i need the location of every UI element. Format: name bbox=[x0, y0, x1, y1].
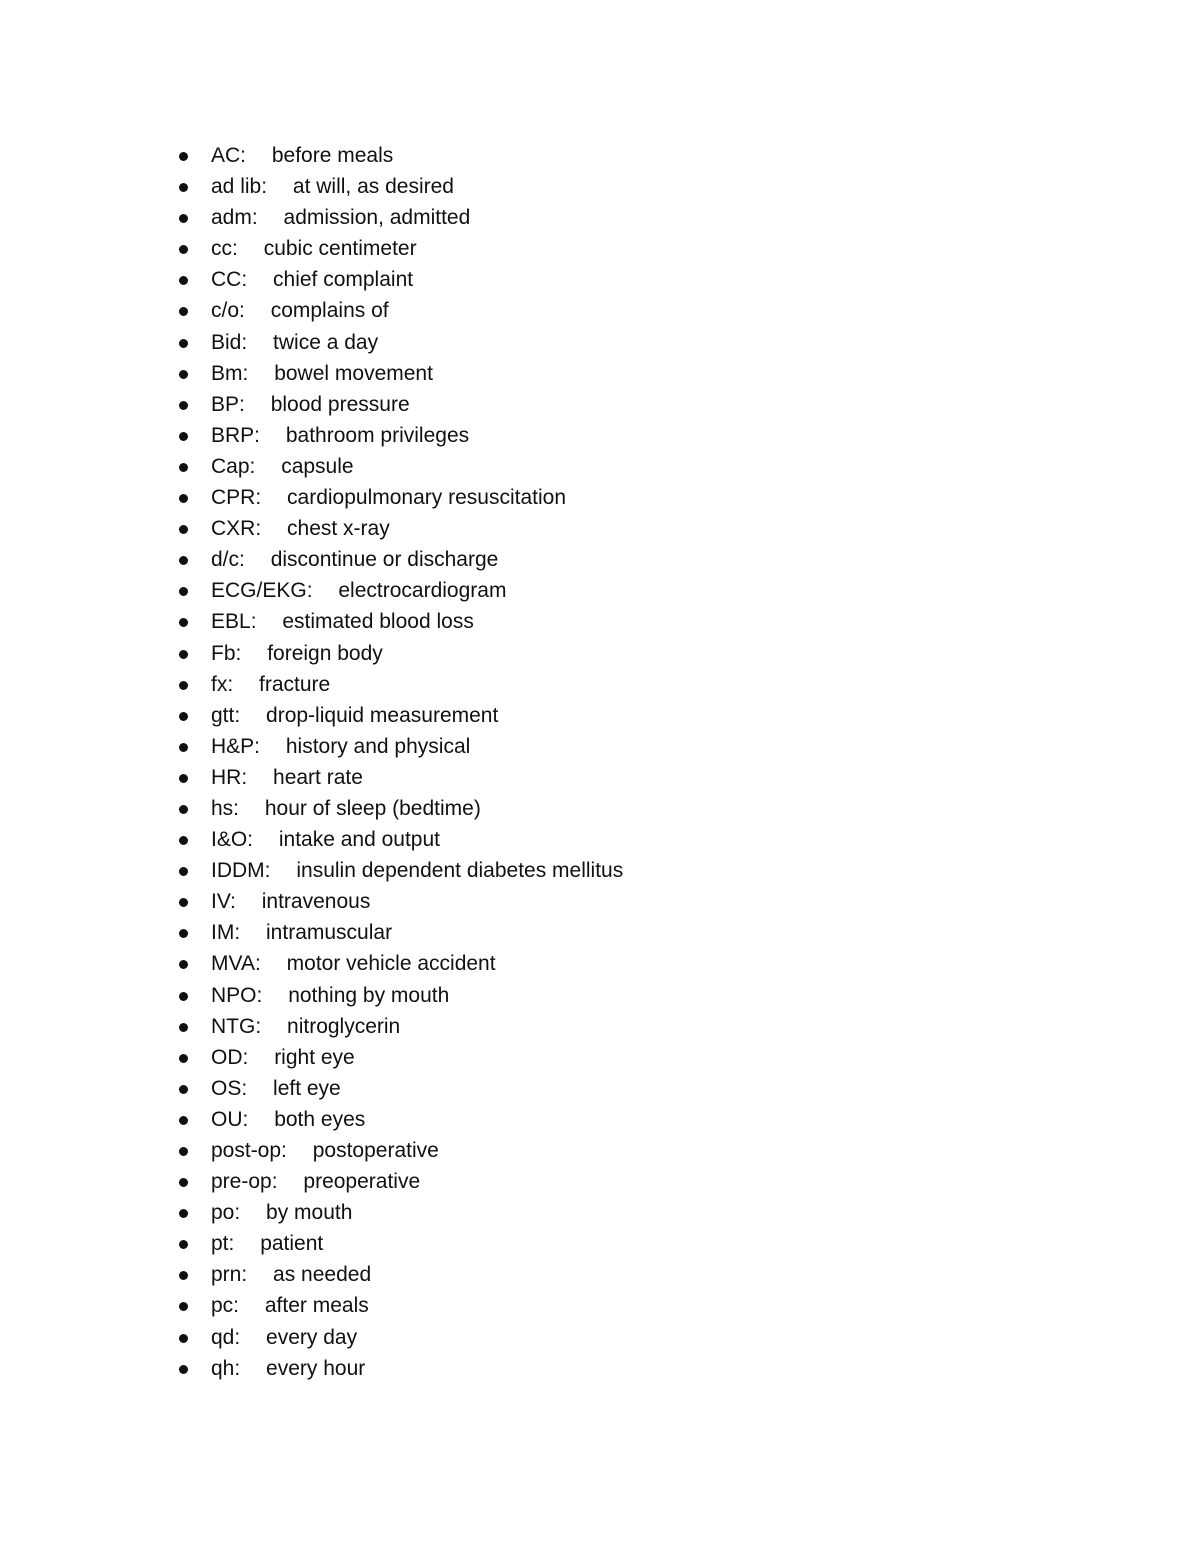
abbreviation-definition: after meals bbox=[264, 1294, 369, 1318]
abbreviation-term: AC: bbox=[211, 144, 247, 167]
list-item bbox=[176, 948, 623, 979]
abbreviation-term: HR: bbox=[211, 765, 248, 789]
list-item bbox=[176, 1197, 623, 1228]
list-item bbox=[176, 793, 623, 824]
abbreviation-term: EBL: bbox=[211, 610, 257, 634]
bullet-icon bbox=[179, 681, 188, 690]
list-item bbox=[176, 389, 623, 420]
bullet-icon bbox=[179, 712, 188, 721]
abbreviation-term: qd: bbox=[211, 1325, 241, 1349]
bullet-icon bbox=[179, 276, 188, 285]
abbreviation-definition: cardiopulmonary resuscitation bbox=[287, 486, 566, 510]
abbreviation-term: IV: bbox=[211, 890, 236, 914]
list-item bbox=[176, 1290, 623, 1321]
bullet-icon bbox=[179, 1209, 188, 1218]
abbreviation-term: NPO: bbox=[211, 983, 263, 1007]
bullet-icon bbox=[179, 432, 188, 441]
abbreviation-definition: nothing by mouth bbox=[288, 983, 450, 1007]
bullet-icon bbox=[179, 1116, 188, 1125]
list-item bbox=[176, 544, 623, 575]
abbreviation-term: pre-op: bbox=[211, 1170, 278, 1194]
abbreviation-term: prn: bbox=[211, 1263, 248, 1287]
abbreviation-term: Bm: bbox=[211, 361, 249, 385]
abbreviation-definition: every hour bbox=[266, 1356, 366, 1380]
abbreviation-definition: foreign body bbox=[267, 641, 383, 665]
abbreviation-term: IM: bbox=[211, 921, 241, 945]
abbreviation-term: pt: bbox=[211, 1232, 235, 1256]
abbreviation-definition: estimated blood loss bbox=[282, 610, 474, 634]
abbreviation-definition: as needed bbox=[273, 1263, 372, 1287]
abbreviation-term: CXR: bbox=[211, 517, 262, 541]
bullet-icon bbox=[179, 587, 188, 596]
abbreviation-term: adm: bbox=[211, 206, 258, 230]
list-item bbox=[176, 420, 623, 451]
abbreviation-term: d/c: bbox=[211, 548, 245, 572]
bullet-icon bbox=[179, 339, 188, 348]
abbreviation-term: BRP: bbox=[211, 423, 261, 447]
bullet-icon bbox=[179, 618, 188, 627]
bullet-icon bbox=[179, 183, 188, 192]
list-item bbox=[176, 638, 623, 669]
list-item bbox=[176, 264, 623, 295]
abbreviation-definition: complains of bbox=[270, 299, 389, 323]
bullet-icon bbox=[179, 1271, 188, 1280]
abbreviation-term: ad lib: bbox=[211, 175, 268, 199]
list-item bbox=[176, 917, 623, 948]
list-item bbox=[176, 980, 623, 1011]
abbreviation-term: MVA: bbox=[211, 952, 261, 976]
abbreviation-definition: twice a day bbox=[273, 330, 379, 354]
abbreviation-definition: electrocardiogram bbox=[338, 579, 507, 603]
abbreviation-term: CPR: bbox=[211, 486, 262, 510]
bullet-icon bbox=[179, 556, 188, 565]
list-item bbox=[176, 731, 623, 762]
abbreviation-definition: both eyes bbox=[274, 1107, 366, 1131]
list-item bbox=[176, 451, 623, 482]
abbreviation-definition: bathroom privileges bbox=[285, 423, 470, 447]
bullet-icon bbox=[179, 960, 188, 969]
abbreviation-definition: bowel movement bbox=[274, 361, 433, 385]
list-item bbox=[176, 1042, 623, 1073]
abbreviation-definition: capsule bbox=[281, 454, 354, 478]
list-item bbox=[176, 1104, 623, 1135]
abbreviation-definition: blood pressure bbox=[270, 392, 410, 416]
abbreviation-definition: discontinue or discharge bbox=[270, 548, 499, 572]
abbreviation-term: IDDM: bbox=[211, 859, 271, 883]
abbreviation-definition: nitroglycerin bbox=[287, 1014, 401, 1038]
bullet-icon bbox=[179, 1023, 188, 1032]
abbreviation-term: Cap: bbox=[211, 454, 256, 478]
abbreviation-definition: admission, admitted bbox=[283, 206, 471, 230]
abbreviation-definition: patient bbox=[260, 1232, 324, 1256]
abbreviation-definition: left eye bbox=[273, 1076, 341, 1100]
list-item bbox=[176, 358, 623, 389]
abbreviation-term: hs: bbox=[211, 796, 240, 820]
list-item bbox=[176, 233, 623, 264]
abbreviation-definition: hour of sleep (bedtime) bbox=[264, 796, 481, 820]
abbreviation-definition: cubic centimeter bbox=[263, 237, 417, 261]
list-item bbox=[176, 700, 623, 731]
bullet-icon bbox=[179, 836, 188, 845]
bullet-icon bbox=[179, 1334, 188, 1343]
abbreviation-term: po: bbox=[211, 1201, 241, 1225]
bullet-icon bbox=[179, 214, 188, 223]
list-item bbox=[176, 1259, 623, 1290]
bullet-icon bbox=[179, 525, 188, 534]
abbreviation-term: NTG: bbox=[211, 1014, 262, 1038]
list-item bbox=[176, 669, 623, 700]
abbreviation-definition: heart rate bbox=[273, 765, 363, 789]
list-item bbox=[176, 1228, 623, 1259]
bullet-icon bbox=[179, 929, 188, 938]
bullet-icon bbox=[179, 1365, 188, 1374]
abbreviation-term: cc: bbox=[211, 237, 238, 261]
bullet-icon bbox=[179, 867, 188, 876]
list-item bbox=[176, 295, 623, 326]
bullet-icon bbox=[179, 307, 188, 316]
abbreviation-term: CC: bbox=[211, 268, 248, 292]
abbreviation-term: I&O: bbox=[211, 828, 254, 852]
abbreviation-definition: motor vehicle accident bbox=[286, 952, 496, 976]
abbreviation-definition: before meals bbox=[271, 144, 394, 167]
bullet-icon bbox=[179, 370, 188, 379]
abbreviation-definition: chest x-ray bbox=[287, 517, 390, 541]
abbreviation-list bbox=[176, 140, 623, 1384]
abbreviation-term: ECG/EKG: bbox=[211, 579, 313, 603]
bullet-icon bbox=[179, 494, 188, 503]
abbreviation-term: OU: bbox=[211, 1107, 249, 1131]
bullet-icon bbox=[179, 805, 188, 814]
abbreviation-definition: chief complaint bbox=[273, 268, 414, 292]
list-item bbox=[176, 886, 623, 917]
abbreviation-definition: insulin dependent diabetes mellitus bbox=[296, 859, 624, 883]
bullet-icon bbox=[179, 650, 188, 659]
bullet-icon bbox=[179, 1085, 188, 1094]
list-item bbox=[176, 855, 623, 886]
abbreviation-definition: every day bbox=[266, 1325, 358, 1349]
abbreviation-definition: intake and output bbox=[278, 828, 440, 852]
list-item bbox=[176, 1135, 623, 1166]
abbreviation-term: OD: bbox=[211, 1045, 249, 1069]
list-item bbox=[176, 575, 623, 606]
bullet-icon bbox=[179, 401, 188, 410]
list-item bbox=[176, 513, 623, 544]
abbreviation-term: fx: bbox=[211, 672, 234, 696]
abbreviation-term: Bid: bbox=[211, 330, 248, 354]
abbreviation-term: H&P: bbox=[211, 734, 261, 758]
list-item bbox=[176, 202, 623, 233]
abbreviation-definition: by mouth bbox=[266, 1201, 353, 1225]
list-item bbox=[176, 327, 623, 358]
bullet-icon bbox=[179, 245, 188, 254]
list-item bbox=[176, 606, 623, 637]
bullet-icon bbox=[179, 152, 188, 161]
bullet-icon bbox=[179, 463, 188, 472]
abbreviation-term: post-op: bbox=[211, 1139, 287, 1162]
abbreviation-term: BP: bbox=[211, 392, 245, 416]
abbreviation-definition: intramuscular bbox=[266, 921, 393, 945]
bullet-icon bbox=[179, 898, 188, 907]
abbreviation-term: pc: bbox=[211, 1294, 240, 1318]
abbreviation-definition: drop-liquid measurement bbox=[266, 703, 499, 727]
list-item bbox=[176, 171, 623, 202]
bullet-icon bbox=[179, 743, 188, 752]
abbreviation-definition: at will, as desired bbox=[292, 175, 454, 199]
list-item bbox=[176, 1322, 623, 1353]
list-item bbox=[176, 1011, 623, 1042]
list-item bbox=[176, 1073, 623, 1104]
list-item bbox=[176, 762, 623, 793]
list-item bbox=[176, 1166, 623, 1197]
bullet-icon bbox=[179, 774, 188, 783]
bullet-icon bbox=[179, 992, 188, 1001]
abbreviation-definition: preoperative bbox=[303, 1170, 421, 1194]
abbreviation-term: c/o: bbox=[211, 299, 245, 323]
abbreviation-term: OS: bbox=[211, 1076, 248, 1100]
bullet-icon bbox=[179, 1302, 188, 1311]
abbreviation-definition: right eye bbox=[274, 1045, 355, 1069]
abbreviation-definition: intravenous bbox=[261, 890, 371, 914]
bullet-icon bbox=[179, 1178, 188, 1187]
abbreviation-definition: history and physical bbox=[285, 734, 471, 758]
list-item bbox=[176, 482, 623, 513]
bullet-icon bbox=[179, 1240, 188, 1249]
abbreviation-term: gtt: bbox=[211, 703, 241, 727]
abbreviation-definition: fracture bbox=[259, 672, 331, 696]
abbreviation-term: Fb: bbox=[211, 641, 242, 665]
abbreviation-term: qh: bbox=[211, 1356, 241, 1380]
list-item bbox=[176, 1353, 623, 1384]
bullet-icon bbox=[179, 1147, 188, 1156]
bullet-icon bbox=[179, 1054, 188, 1063]
list-item bbox=[176, 824, 623, 855]
list-item bbox=[176, 140, 623, 171]
abbreviation-definition: postoperative bbox=[312, 1139, 439, 1162]
